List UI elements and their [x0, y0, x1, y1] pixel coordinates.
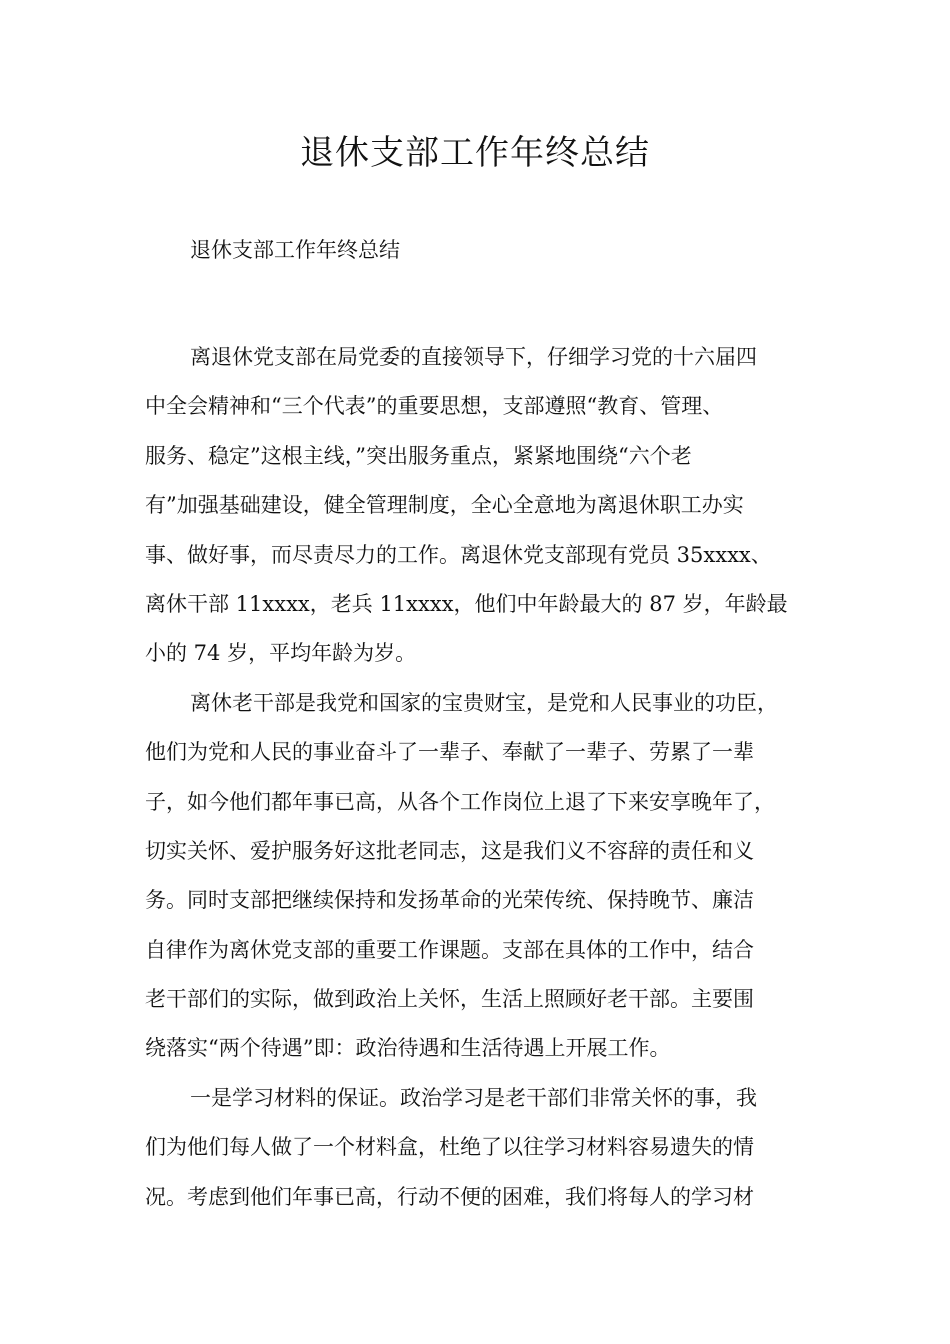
text-line: 离休老干部是我党和国家的宝贵财宝，是党和人民事业的功臣，: [190, 690, 778, 715]
text-line: 子，如今他们都年事已高，从各个工作岗位上退了下来安享晚年了，: [145, 789, 775, 814]
text-line: 们为他们每人做了一个材料盒，杜绝了以往学习材料容易遗失的情: [145, 1135, 754, 1160]
document-body: [145, 333, 829, 1222]
text-line: 自律作为离休党支部的重要工作课题。支部在具体的工作中，结合: [145, 937, 754, 962]
document-title: 退休支部工作年终总结: [300, 133, 650, 173]
text-line: 事、做好事，而尽责尽力的工作。离退休党支部现有党员 35xxxx、: [145, 542, 772, 567]
text-line: 况。考虑到他们年事已高，行动不便的困难，我们将每人的学习材: [145, 1184, 754, 1209]
text-line: 中全会精神和“三个代表”的重要思想，支部遵照“教育、管理、: [145, 394, 724, 419]
text-line: 离退休党支部在局党委的直接领导下，仔细学习党的十六届四: [190, 345, 757, 369]
text-line: 服务、稳定”这根主线，”突出服务重点，紧紧地围绕“六个老: [145, 443, 692, 468]
text-line: 小的 74 岁，平均年龄为岁。: [145, 641, 417, 666]
text-line: 一是学习材料的保证。政治学习是老干部们非常关怀的事，我: [190, 1085, 757, 1110]
text-line: 有”加强基础建设，健全管理制度，全心全意地为离退休职工办实: [145, 493, 744, 518]
text-line: 切实关怀、爱护服务好这批老同志，这是我们义不容辞的责任和义: [145, 838, 754, 863]
text-line: 务。同时支部把继续保持和发扬革命的光荣传统、保持晚节、廉洁: [145, 888, 754, 913]
text-line: 老干部们的实际，做到政治上关怀，生活上照顾好老干部。主要围: [145, 987, 754, 1012]
text-line: 绕落实“两个待遇”即：政治待遇和生活待遇上开展工作。: [145, 1036, 671, 1061]
document-subtitle: 退休支部工作年终总结: [190, 238, 400, 262]
text-line: 离休干部 11xxxx，老兵 11xxxx，他们中年龄最大的 87 岁，年龄最: [145, 591, 788, 616]
text-line: 他们为党和人民的事业奋斗了一辈子、奉献了一辈子、劳累了一辈: [145, 740, 754, 765]
